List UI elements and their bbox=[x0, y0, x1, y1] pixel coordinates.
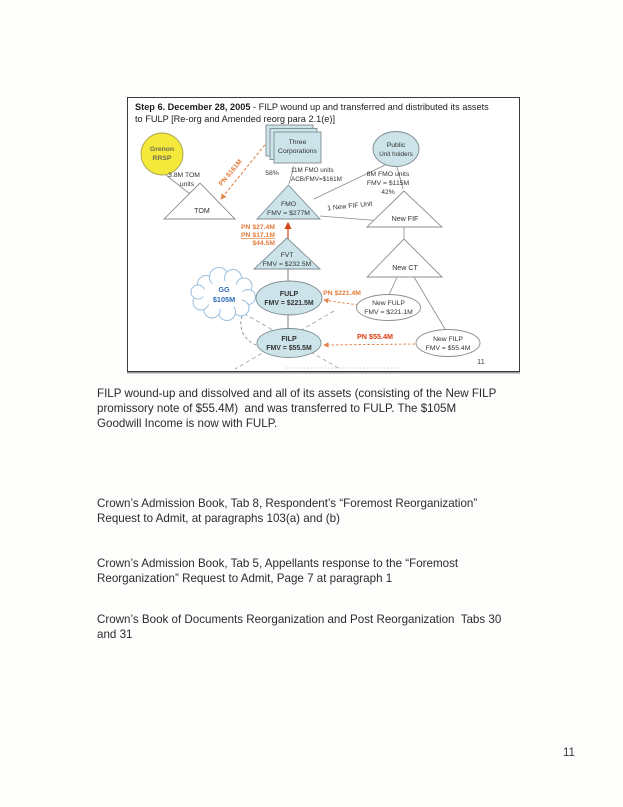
node-tom bbox=[164, 183, 235, 219]
paragraph-line: Crown’s Book of Documents Reorganization and Post Reorganization Tabs 30 bbox=[97, 613, 502, 626]
fvt-label-1: FVT bbox=[280, 252, 294, 259]
new-ct-label: New CT bbox=[392, 264, 418, 272]
diagram-title-rest-1: - FILP wound up and transferred and distributed its assets bbox=[250, 102, 489, 112]
new-fulp-ellipse bbox=[357, 295, 421, 321]
grenon-label-2: RRSP bbox=[152, 155, 172, 162]
node-fulp bbox=[256, 281, 322, 315]
public-label-1: Public bbox=[386, 142, 406, 149]
filp-label-2: FMV = $55.5M bbox=[266, 345, 312, 352]
public-label-2: Unit holders bbox=[379, 151, 413, 158]
fulp-ellipse bbox=[256, 281, 322, 315]
paragraph-filp-summary bbox=[97, 386, 496, 432]
units-11m-label-1: 11M FMO units bbox=[291, 167, 334, 174]
three-corps-label-1: Three bbox=[288, 139, 307, 146]
tom-label: TOM bbox=[194, 207, 210, 215]
fvt-label-2: FMV = $232.5M bbox=[262, 261, 312, 268]
filp-label-1: FILP bbox=[281, 335, 297, 343]
units-8m-label-3: 42% bbox=[381, 189, 395, 196]
paragraph-admission-book-tab5 bbox=[97, 556, 458, 586]
node-new-ct bbox=[367, 239, 442, 277]
pct-58-label: 58% bbox=[265, 170, 279, 177]
new-fulp-label-1: New FULP bbox=[372, 300, 405, 307]
tom-units-label-1: 3.8M TOM bbox=[168, 172, 200, 179]
node-new-fulp bbox=[357, 295, 421, 321]
paragraph-line: Request to Admit, at paragraphs 103(a) and (b) bbox=[97, 512, 340, 526]
paragraph-line: Goodwill Income is now with FULP. bbox=[97, 417, 278, 431]
node-new-filp bbox=[416, 330, 480, 357]
edge-fmo-newfif bbox=[320, 216, 382, 221]
diagram-title-rest-2: to FULP [Re-org and Amended reorg para 2.1(e)] bbox=[135, 113, 336, 124]
paragraph-line: FILP wound-up and dissolved and all of its assets (consisting of the New FILP bbox=[97, 387, 497, 400]
node-public-unit-holders bbox=[373, 132, 419, 167]
pn-17-1m-label: PN $17.1M bbox=[240, 232, 275, 239]
diagram-title-date: Step 6. December 28, 2005 bbox=[135, 102, 251, 112]
node-three-corporations bbox=[266, 125, 321, 163]
node-new-fif bbox=[367, 191, 442, 227]
amt-44-5m-label: $44.5M bbox=[252, 240, 275, 247]
node-goodwill-cloud bbox=[191, 268, 256, 321]
gg-label-2: $105M bbox=[212, 295, 236, 304]
node-fmo bbox=[257, 185, 320, 219]
pn-221-4m-label: PN $221.4M bbox=[323, 290, 361, 297]
page-number: 11 bbox=[563, 747, 575, 759]
fulp-label-2: FMV = $221.5M bbox=[264, 300, 314, 307]
new-fulp-label-2: FMV = $221.1M bbox=[364, 309, 413, 316]
pn-161m-label: PN $161M bbox=[217, 158, 244, 188]
org-structure-diagram bbox=[128, 98, 520, 372]
paragraph-admission-book-tab8 bbox=[97, 496, 477, 526]
one-new-fif-unit-label: 1 New FIF Unit bbox=[326, 200, 373, 213]
grenon-rrsp-circle bbox=[141, 133, 183, 175]
fmo-label-1: FMO bbox=[280, 201, 297, 208]
new-fif-label: New FIF bbox=[391, 215, 419, 223]
paragraph-line: Crown’s Admission Book, Tab 5, Appellants response to the “Foremost bbox=[97, 557, 459, 570]
new-filp-ellipse bbox=[416, 330, 480, 357]
paragraph-line: promissory note of $55.4M) and was transferred to FULP. The $105M bbox=[97, 402, 457, 416]
node-filp bbox=[257, 329, 321, 358]
grenon-label-1: Grenon bbox=[149, 146, 175, 153]
paragraph-line: and 31 bbox=[97, 628, 133, 642]
fmo-label-2: FMV = $277M bbox=[267, 210, 310, 217]
paragraph-line: Crown’s Admission Book, Tab 8, Respondent’s “Foremost Reorganization” bbox=[97, 497, 478, 510]
units-11m-label-2: ACB/FMV=$161M bbox=[291, 176, 342, 183]
three-corps-label-2: Corporations bbox=[278, 148, 317, 155]
pn-221-4m-arrow bbox=[324, 300, 358, 305]
pn-27-4m-label: PN $27.4M bbox=[240, 224, 275, 231]
paragraph-line: Reorganization” Request to Admit, Page 7 at paragraph 1 bbox=[97, 572, 393, 586]
slide-number: 11 bbox=[477, 357, 485, 366]
node-grenon-rrsp bbox=[141, 133, 183, 175]
fulp-label-1: FULP bbox=[279, 290, 299, 298]
paragraph-book-of-documents bbox=[97, 612, 501, 642]
filp-ellipse bbox=[257, 329, 321, 358]
new-filp-label-2: FMV = $55.4M bbox=[425, 345, 471, 352]
cloud-shape bbox=[191, 268, 256, 321]
gg-label-1: GG bbox=[218, 285, 230, 294]
units-8m-label-2: FMV = $115M bbox=[366, 180, 410, 187]
units-8m-label-1: 8M FMO units bbox=[366, 171, 410, 178]
public-ellipse bbox=[373, 132, 419, 167]
pn-55-4m-label: PN $55.4M bbox=[357, 332, 393, 341]
tom-units-label-2: units bbox=[179, 181, 195, 188]
new-filp-label-1: New FILP bbox=[433, 336, 463, 343]
step6-diagram-figure bbox=[127, 97, 520, 372]
edge-newct-newfulp bbox=[389, 277, 397, 295]
pn-55-4m-arrow bbox=[324, 344, 415, 345]
